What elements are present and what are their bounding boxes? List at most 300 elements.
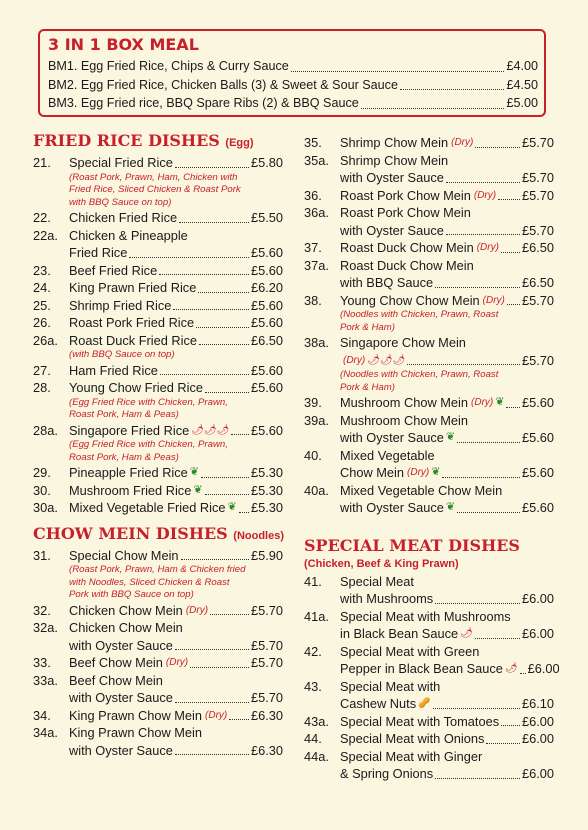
leader-dots [506,407,520,408]
item-number: 43. [304,678,322,694]
left-column [33,130,283,759]
box-meal-row [48,94,538,113]
item-name: Singapore Fried Rice [69,422,190,438]
box-meal-text: BM2. Egg Fried Rice, Chicken Balls (3) & Sweet & Sour Sauce [48,77,398,92]
item-body [340,447,554,482]
menu-item [33,362,283,380]
item-price: £5.70 [250,690,283,705]
item-body [340,730,554,748]
vegetarian-icon: ❦ [193,483,203,496]
item-number: 24. [33,280,51,295]
item-description: (Noodles with Chicken, Prawn, Roast Pork & Ham) [340,369,499,393]
item-body [340,412,554,447]
item-line [340,590,554,608]
item-body [340,713,554,731]
item-line [340,765,554,783]
leader-dots [361,94,505,109]
item-number: 28a. [33,422,58,438]
menu-item [33,499,283,517]
item-number: 22a. [33,227,58,243]
item-name-cont: in Black Bean Sauce [340,626,459,641]
item-name-cont: with Oyster Sauce [69,742,173,758]
item-line [340,608,554,626]
item-name-cont: with Oyster Sauce [340,500,444,515]
item-line [340,464,554,482]
menu-item [33,262,283,280]
item-number: 22. [33,210,51,225]
item-name: Chicken Chow Mein [69,602,183,618]
item-name: Mushroom Fried Rice [69,482,192,498]
item-price: £6.50 [250,332,283,348]
item-line [69,482,283,500]
chili-icon: 🌶🌶🌶 [191,424,230,436]
item-name: Mushroom Chow Mein [340,412,469,428]
item-price: £6.00 [521,766,554,781]
item-price: £5.60 [521,395,554,410]
vegetarian-icon: ❦ [495,396,505,408]
box-meal-panel [38,29,546,117]
item-name: Singapore Chow Mein [340,335,466,350]
item-line [340,274,554,292]
item-line [69,637,283,655]
menu-item [33,724,283,759]
vegetarian-icon: ❦ [431,466,441,478]
item-number: 28. [33,380,51,395]
menu-item [33,602,283,620]
item-line [340,573,554,591]
item-line [340,447,554,465]
menu-item [33,482,283,500]
item-price: £6.10 [521,696,554,711]
item-body [69,422,283,465]
item-description: (Roast Pork, Prawn, Ham & Chicken fried with Noodles, Sliced Chicken & Roast Pork with BBQ Sauce on top) [69,564,246,600]
item-line [69,379,283,397]
item-number: 33. [33,655,51,670]
item-number: 27. [33,362,51,378]
item-body [69,362,283,380]
item-body [340,643,560,678]
item-number: 36. [304,187,322,203]
leader-dots [291,57,505,72]
vegetarian-icon: ❦ [227,501,237,513]
leader-dots [231,434,249,435]
dry-tag: (Dry) [205,709,228,721]
item-line [340,625,554,643]
dry-tag: (Dry) [343,354,366,366]
item-name-cont: Chow Mein [340,465,405,480]
item-number: 42. [304,643,322,659]
item-body [69,297,283,315]
item-number: 30. [33,482,51,498]
item-name-cont: with Oyster Sauce [340,170,444,185]
item-line [340,187,554,205]
item-body [69,547,283,602]
leader-dots [190,667,249,668]
item-name-cont: with Oyster Sauce [340,222,444,238]
item-number: 44a. [304,748,329,764]
item-line [69,279,283,297]
item-number: 39a. [304,412,329,428]
menu-item [304,643,560,678]
item-number: 41a. [304,608,329,624]
menu-item [33,672,283,707]
item-number: 38. [304,292,322,308]
item-body [69,227,283,262]
item-line [69,464,283,482]
menu-item [33,379,283,422]
item-number: 40. [304,447,322,463]
item-number: 34a. [33,725,58,740]
item-body [69,724,283,759]
menu-item [304,134,554,152]
item-description: (Egg Fried Rice with Chicken, Prawn, Roast Pork, Ham & Peas) [69,396,228,420]
item-name: Mixed Vegetable [340,447,435,463]
leader-dots [159,274,249,275]
item-price: £5.60 [521,465,554,480]
box-meal-text: BM3. Egg Fried rice, BBQ Spare Ribs (2) & BBQ Sauce [48,96,359,110]
item-number: 44. [304,731,322,746]
item-name: Ham Fried Rice [69,362,158,378]
item-number: 31. [33,547,51,563]
leader-dots [520,673,526,674]
item-body [340,204,554,239]
item-body [340,187,554,205]
leader-dots [205,494,249,495]
item-number: 36a. [304,205,329,220]
item-line [69,422,283,440]
item-name-cont: with Oyster Sauce [340,430,444,445]
dry-tag: (Dry) [476,242,499,253]
item-line [69,499,283,517]
leader-dots [435,287,520,288]
item-price: £5.70 [521,187,554,203]
box-meal-price: £4.00 [506,59,538,73]
item-body [69,707,283,725]
item-name-cont: with Oyster Sauce [69,637,173,653]
item-line [69,154,283,172]
item-price: £5.60 [250,262,283,278]
menu-item [33,279,283,297]
box-meal-title: 3 IN 1 BOX MEAL [48,35,199,54]
item-line [340,292,554,310]
item-line [69,547,283,565]
item-name: Special Chow Mein [69,547,179,563]
item-body [69,279,283,297]
menu-item [304,412,554,447]
item-price: £5.60 [250,362,283,378]
chili-icon: 🌶 [460,628,473,639]
leader-dots [210,614,249,615]
item-body [69,209,283,227]
item-price: £6.30 [250,707,283,723]
item-name: Special Meat with Ginger [340,748,483,764]
leader-dots [229,719,249,720]
item-line [69,742,283,760]
item-line [340,713,554,731]
item-line [69,362,283,380]
item-price: £6.00 [527,661,560,676]
item-line [340,239,554,257]
item-name-cont: Fried Rice [69,245,128,260]
item-body [69,332,283,362]
item-price: £5.60 [250,297,283,313]
leader-dots [239,512,249,513]
item-line [69,262,283,280]
menu-item [304,482,554,517]
item-number: 38a. [304,335,329,350]
item-price: £5.70 [521,135,554,150]
box-meal-row [48,76,538,95]
item-name: Special Meat with Mushrooms [340,608,511,624]
item-price: £5.70 [521,352,554,368]
item-line [69,332,283,350]
leader-dots [433,708,520,709]
item-name: Shrimp Fried Rice [69,297,172,313]
item-name: Roast Pork Fried Rice [69,315,195,330]
item-number: 25. [33,297,51,313]
item-price: £6.00 [521,731,554,746]
item-body [69,262,283,280]
item-price: £5.60 [250,380,283,395]
leader-dots [435,778,520,779]
item-name: Chicken & Pineapple [69,227,188,243]
item-number: 35. [304,135,322,150]
item-price: £5.70 [250,602,283,618]
menu-item [33,654,283,672]
item-price: £5.30 [250,500,283,515]
menu-item [304,394,554,412]
item-name: King Prawn Fried Rice [69,280,197,295]
item-name: Pineapple Fried Rice [69,465,188,480]
item-line [340,152,554,170]
leader-dots [498,199,520,200]
item-price: £5.60 [521,500,554,515]
item-line [69,689,283,707]
item-name: Mushroom Chow Mein [340,395,469,410]
leader-dots [446,234,520,235]
item-name: Special Meat with [340,678,441,694]
item-name: King Prawn Chow Mein [69,707,203,723]
leader-dots [199,344,249,345]
leader-dots [446,182,520,183]
leader-dots [205,392,249,393]
item-body [340,608,554,643]
item-line [340,695,554,713]
item-line [340,222,554,240]
vegetarian-icon: ❦ [445,431,456,443]
item-number: 34. [33,707,51,723]
item-name-cont: with BBQ Sauce [340,275,434,290]
box-meal-price: £4.50 [506,77,538,92]
item-price: £5.70 [250,637,283,653]
chili-icon: 🌶🌶🌶 [367,354,406,366]
menu-item [33,314,283,332]
item-number: 30a. [33,500,58,515]
item-name: Special Fried Rice [69,155,173,170]
item-line [69,707,283,725]
item-body [340,334,554,394]
item-body [69,619,283,654]
leader-dots [435,603,520,604]
leader-dots [457,512,520,513]
item-line [340,678,554,696]
item-name-cont: with Oyster Sauce [69,690,173,705]
item-price: £5.70 [250,655,283,670]
menu-item [33,707,283,725]
menu-item [33,297,283,315]
vegetarian-icon: ❦ [189,466,200,478]
item-body [69,672,283,707]
item-name: Special Meat with Green [340,643,480,659]
chili-icon: 🌶 [504,663,518,674]
leader-dots [201,477,249,478]
leader-dots [198,292,249,293]
item-price: £5.90 [250,547,283,563]
item-body [340,152,554,187]
item-body [340,257,554,292]
item-price: £5.80 [250,155,283,170]
vegetarian-icon: ❦ [445,501,456,513]
menu-item [304,239,554,257]
leader-dots [129,257,249,258]
nut-icon: 🥜 [418,698,431,709]
special-meat-heading: SPECIAL MEAT DISHES [304,535,520,555]
menu-item [304,292,554,335]
item-line [69,654,283,672]
item-body [69,499,283,517]
box-meal-text: BM1. Egg Fried Rice, Chips & Curry Sauce [48,59,289,73]
item-body [69,602,283,620]
menu-item [304,447,554,482]
item-name: Roast Duck Chow Mein [340,240,474,255]
item-name: Mixed Vegetable Fried Rice [69,500,226,515]
item-price: £5.60 [250,315,283,330]
item-name: Special Meat [340,573,414,589]
item-price: £5.70 [521,170,554,185]
item-price: £6.00 [521,626,554,641]
item-name: Young Chow Fried Rice [69,380,203,395]
item-body [69,464,283,482]
item-name: Roast Pork Chow Mein [340,187,471,203]
menu-item [304,678,554,713]
item-price: £6.00 [521,713,554,729]
item-number: 33a. [33,672,58,688]
item-line [69,619,283,637]
box-meal-price: £5.00 [506,96,538,110]
item-price: £5.60 [250,422,283,438]
item-price: £6.20 [250,280,283,295]
menu-item [33,154,283,209]
leader-dots [160,374,249,375]
item-price: £5.50 [250,210,283,225]
dry-tag: (Dry) [451,137,474,148]
item-name: King Prawn Chow Mein [69,725,203,740]
item-body [340,394,554,412]
menu-item [33,464,283,482]
leader-dots [196,327,249,328]
item-description: (Noodles with Chicken, Prawn, Roast Pork & Ham) [340,309,499,333]
item-name: Special Meat with Onions [340,731,485,746]
item-body [340,748,554,783]
dry-tag: (Dry) [471,397,494,408]
dry-tag: (Dry) [407,467,430,478]
item-price: £6.50 [521,240,554,255]
item-body [69,654,283,672]
item-number: 21. [33,155,51,170]
leader-dots [507,304,520,305]
item-number: 26a. [33,332,58,348]
leader-dots [407,364,520,365]
item-name: Beef Fried Rice [69,262,158,278]
item-name: Chicken Fried Rice [69,210,178,225]
fried-rice-heading: FRIED RICE DISHES (Egg) [33,131,254,150]
leader-dots [179,222,249,223]
item-number: 32a. [33,620,58,635]
right-column [304,134,560,783]
item-line [340,352,554,370]
item-name: Shrimp Chow Mein [340,152,449,168]
item-number: 35a. [304,152,329,168]
leader-dots [475,638,520,639]
item-body [340,482,554,517]
item-number: 43a. [304,713,329,729]
item-line [340,660,560,678]
menu-item [33,227,283,262]
item-name: Roast Duck Fried Rice [69,332,198,348]
menu-item [33,332,283,362]
item-price: £6.50 [521,275,554,290]
item-name: Young Chow Chow Mein [340,292,480,308]
leader-dots [442,477,520,478]
menu-item [304,187,554,205]
item-description: (Egg Fried Rice with Chicken, Prawn, Roast Pork, Ham & Peas) [69,439,228,463]
item-number: 26. [33,315,51,330]
item-body [340,573,554,608]
item-line [340,334,554,352]
item-name: Mixed Vegetable Chow Mein [340,482,503,498]
item-body [340,239,554,257]
menu-item [304,257,554,292]
item-body [69,314,283,332]
item-line [340,134,554,152]
item-line [340,499,554,517]
item-description: (Roast Pork, Prawn, Ham, Chicken with Fried Rice, Sliced Chicken & Roast Pork with BBQ Sauce on top) [69,171,241,208]
leader-dots [501,252,520,253]
item-price: £5.30 [250,482,283,498]
box-meal-row [48,57,538,76]
item-line [340,482,554,500]
leader-dots [181,559,249,560]
menu-item [304,608,554,643]
menu-item [33,619,283,654]
menu-item [304,730,554,748]
leader-dots [486,743,520,744]
item-line [69,297,283,315]
item-name: Beef Chow Mein [69,672,163,688]
item-line [340,412,554,430]
item-price: £5.60 [521,430,554,445]
item-number: 37. [304,240,322,255]
item-number: 37a. [304,257,329,273]
menu-item [33,422,283,465]
item-line [340,643,554,661]
menu-item [304,334,554,394]
item-name-cont: Cashew Nuts [340,696,417,711]
dry-tag: (Dry) [482,294,505,306]
item-price: £5.70 [521,292,554,308]
item-line [340,394,554,412]
menu-item [304,748,554,783]
